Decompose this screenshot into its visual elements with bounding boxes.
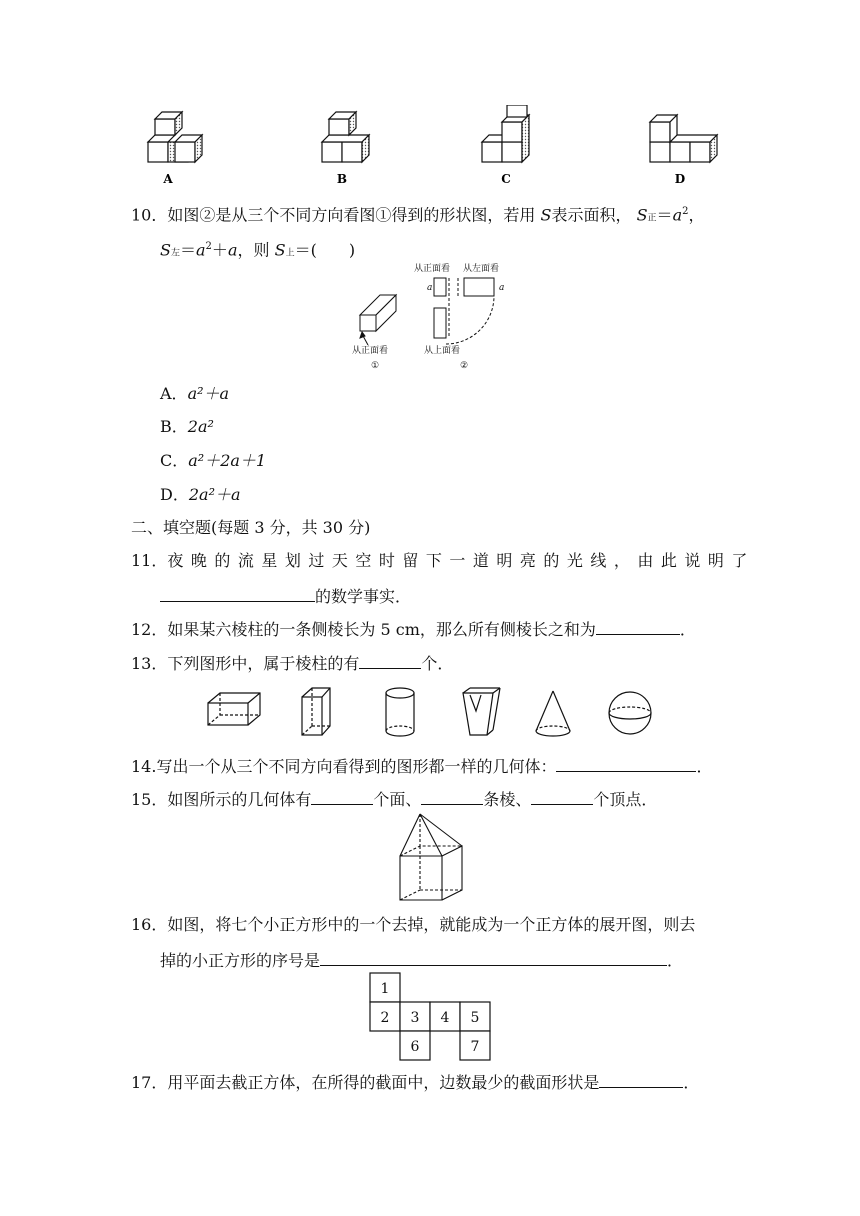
- q10-label-a1: a: [427, 283, 433, 293]
- q13-number: 13．: [131, 654, 168, 673]
- q10-text: 如图②是从三个不同方向看图①得到的形状图，若用: [167, 205, 536, 225]
- q9-option-a: A: [163, 172, 173, 186]
- q10-a2: a: [196, 240, 206, 260]
- q16-cell-7: 7: [470, 1039, 480, 1055]
- q10-option-b-letter: B．: [160, 417, 188, 436]
- q10-option-c-text: a²＋2a＋1: [188, 451, 267, 470]
- q10-option-c-letter: C．: [160, 451, 189, 470]
- q10-option-b: [160, 416, 214, 438]
- q10-var-s: S: [540, 205, 552, 225]
- q15-number: 15．: [131, 790, 168, 809]
- q12-answer-blank[interactable]: [596, 617, 680, 635]
- q10-option-a: [160, 383, 229, 405]
- q16-end: ．: [667, 951, 684, 970]
- q10-stem: [131, 201, 705, 229]
- q16-text2: 掉的小正方形的序号是: [160, 951, 321, 970]
- q10-option-d: [160, 484, 241, 506]
- q16-line2: [160, 948, 683, 972]
- q10-sub-front: 正: [647, 213, 657, 224]
- q12: [131, 617, 696, 641]
- q15-text3: 条棱、: [483, 790, 532, 809]
- q10-comma: ，: [688, 205, 705, 225]
- q15-vertices-blank[interactable]: [531, 787, 593, 805]
- q17-end: ．: [683, 1073, 700, 1092]
- q9-option-b: B: [336, 172, 348, 186]
- q10-option-c: [160, 450, 266, 472]
- q10-then: ，则: [237, 240, 270, 260]
- q10-option-a-text: a²＋a: [187, 384, 230, 403]
- q16-text1: 如图，将七个小正方形中的一个去掉，就能成为一个正方体的展开图，则去: [167, 915, 696, 934]
- q12-end: ．: [679, 620, 696, 639]
- q10-views-diagram: [348, 260, 518, 375]
- q11-line1: [131, 550, 755, 572]
- q16-answer-blank[interactable]: [320, 948, 667, 966]
- q16-net-grid: [369, 972, 491, 1062]
- q10-s-front: S: [636, 205, 648, 225]
- q10-stem-line2: [160, 236, 355, 264]
- q16-cell-3: 3: [410, 1010, 420, 1026]
- q15-text4: 个顶点．: [593, 790, 658, 809]
- q15-pyramid-cube: [390, 812, 470, 904]
- q10-sub-top: 上: [285, 248, 295, 259]
- q10-a: a: [672, 205, 683, 225]
- q16-number: 16．: [131, 915, 168, 934]
- q11-text: 夜晚的流星划过天空时留下一道明亮的光线，由此说明了: [167, 551, 755, 570]
- q11-number: 11．: [131, 551, 168, 570]
- q11-line2: [160, 584, 411, 608]
- q16-cell-2: 2: [380, 1010, 390, 1026]
- q13-end: 个．: [421, 654, 454, 673]
- q10-s-top: S: [274, 240, 286, 260]
- q13-solids-row: [200, 683, 670, 743]
- q12-text: 如果某六棱柱的一条侧棱长为 5 cm，那么所有侧棱长之和为: [167, 620, 596, 639]
- q15-faces-blank[interactable]: [311, 787, 373, 805]
- q10-label-front2: 从正面看: [352, 346, 389, 356]
- q16-cell-5: 5: [470, 1010, 480, 1026]
- q10-label-a2: a: [499, 283, 505, 293]
- q10-text-b: 表示面积，: [551, 205, 632, 225]
- q13-answer-blank[interactable]: [359, 651, 421, 669]
- q15-text1: 如图所示的几何体有: [167, 790, 312, 809]
- cuboid-shape: [208, 693, 260, 725]
- q10-label-front: 从正面看: [414, 264, 451, 274]
- sphere-shape: [609, 692, 651, 734]
- q16-cell-6: 6: [410, 1039, 420, 1055]
- q11-text2: 的数学事实．: [315, 587, 412, 606]
- q14-answer-blank[interactable]: [556, 754, 696, 772]
- q16-cell-1: 1: [380, 981, 390, 997]
- q15-figure: [390, 812, 470, 904]
- cone-shape: [536, 691, 570, 736]
- q10-figure: [348, 260, 518, 375]
- section-2-title: 二、填空题(每题 3 分，共 30 分): [131, 518, 371, 537]
- q11-answer-blank[interactable]: [160, 584, 315, 602]
- q13: [131, 651, 453, 675]
- frustum-shape: [463, 688, 500, 735]
- q17: [131, 1070, 699, 1094]
- q16-line1: [131, 914, 695, 936]
- q10-number: 10．: [131, 205, 168, 225]
- q9-option-d: D: [674, 172, 686, 186]
- q10-tail: ＝( ): [294, 240, 356, 260]
- q10-label-top: 从上面看: [424, 346, 461, 356]
- q10-option-a-letter: A．: [160, 384, 188, 403]
- q12-number: 12．: [131, 620, 168, 639]
- q15: [131, 787, 657, 811]
- q17-answer-blank[interactable]: [599, 1070, 683, 1088]
- q10-label-fig2: ②: [460, 361, 469, 371]
- q10-eq2: ＝: [179, 240, 196, 260]
- q10-sq: 2: [682, 206, 689, 217]
- q10-a3: a: [227, 240, 238, 260]
- q9-options-figure: [120, 105, 740, 190]
- q10-sub-left: 左: [170, 248, 180, 259]
- q10-option-b-text: 2a²: [187, 417, 214, 436]
- q15-edges-blank[interactable]: [421, 787, 483, 805]
- q10-s-left: S: [160, 240, 171, 260]
- q17-text: 用平面去截正方体，在所得的截面中，边数最少的截面形状是: [167, 1073, 600, 1092]
- q14-end: ．: [696, 757, 713, 776]
- tall-prism-shape: [302, 688, 330, 735]
- q10-plus: ＋: [211, 240, 228, 260]
- cylinder-shape: [386, 688, 414, 736]
- q10-label-fig1: ①: [371, 361, 380, 371]
- q17-number: 17．: [131, 1073, 168, 1092]
- q14: [131, 754, 712, 778]
- q10-option-d-letter: D．: [160, 485, 189, 504]
- q10-sq2: 2: [205, 241, 212, 252]
- q10-eq: ＝: [656, 205, 673, 225]
- q16-net: [369, 972, 491, 1062]
- q9-option-c: C: [501, 172, 511, 186]
- q10-option-d-text: 2a²＋a: [188, 485, 241, 504]
- q15-text2: 个面、: [373, 790, 422, 809]
- q16-cell-4: 4: [440, 1010, 450, 1026]
- q13-text: 下列图形中，属于棱柱的有: [167, 654, 360, 673]
- q14-text: 写出一个从三个不同方向看得到的图形都一样的几何体：: [156, 757, 557, 776]
- q14-number: 14.: [131, 757, 157, 776]
- q9-cube-stacks: [120, 105, 740, 190]
- q13-shapes: [200, 683, 670, 743]
- q10-label-left: 从左面看: [463, 264, 500, 274]
